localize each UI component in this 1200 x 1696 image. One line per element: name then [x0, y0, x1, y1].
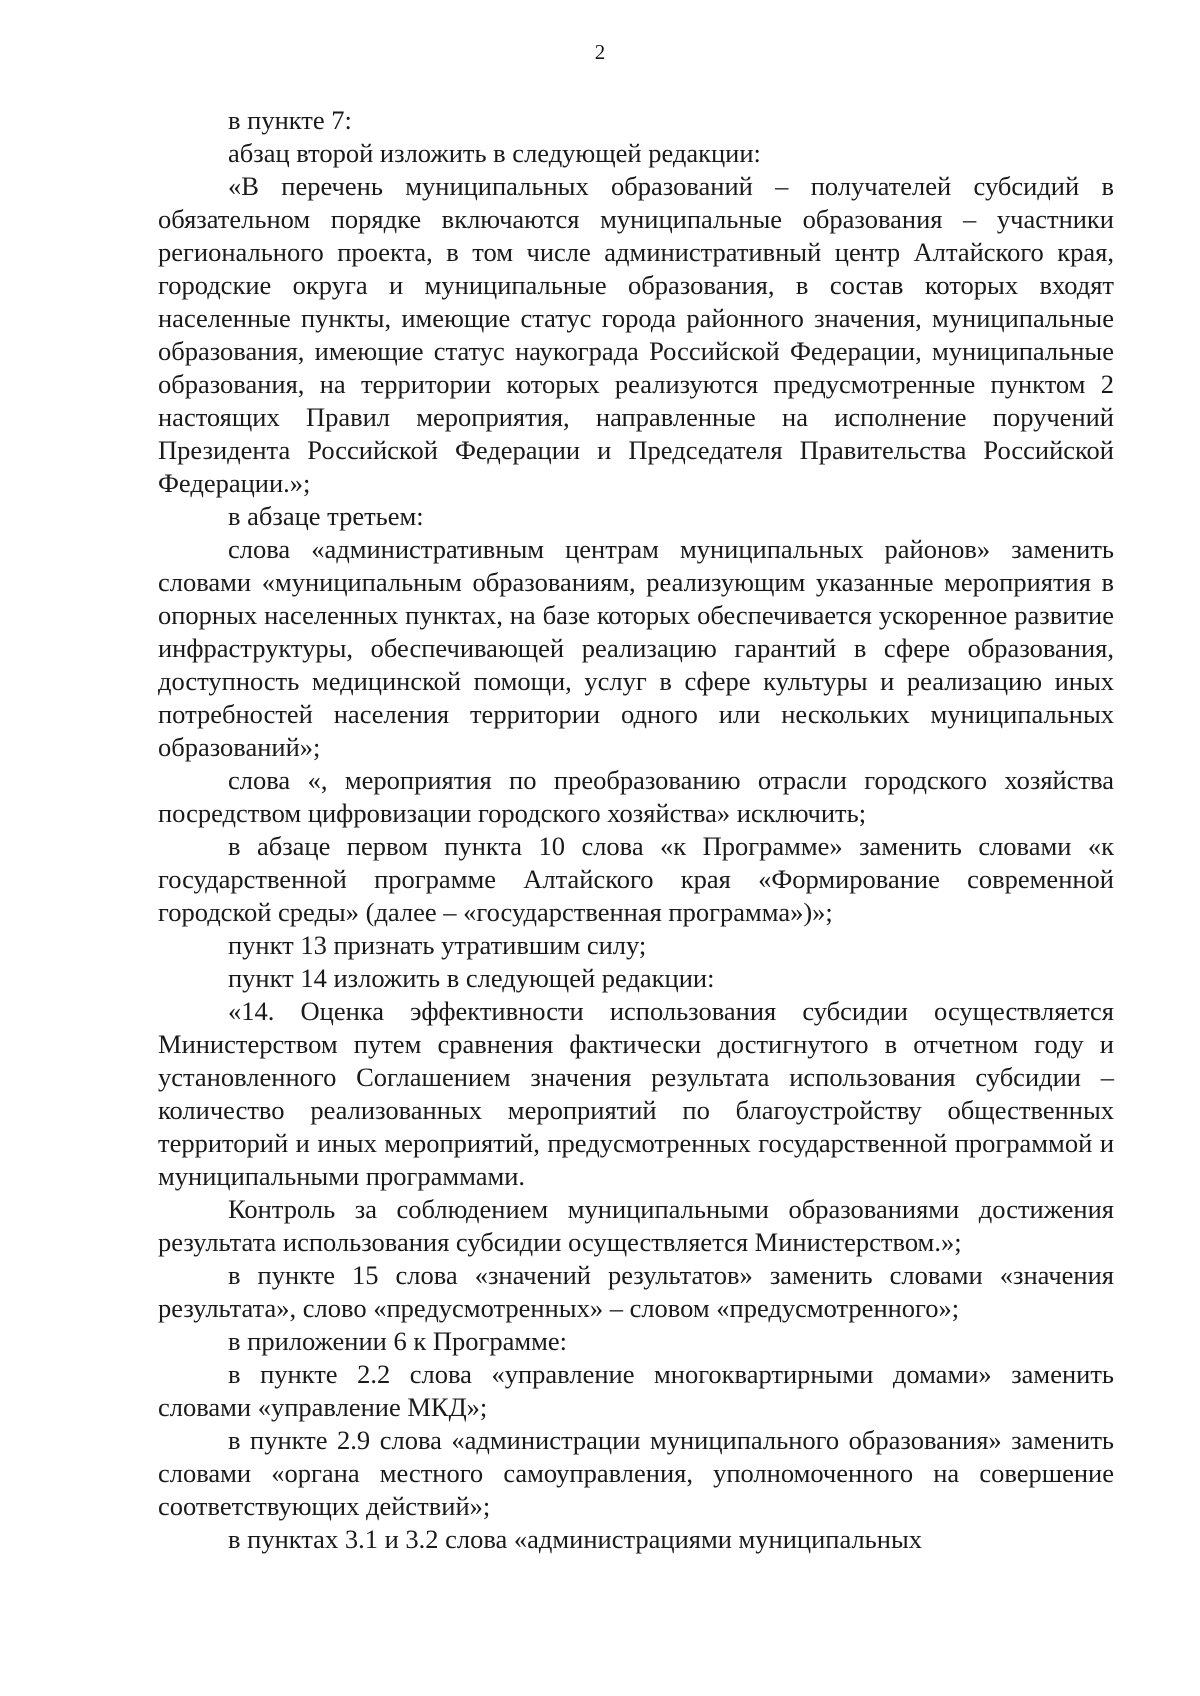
paragraph: в абзаце третьем:: [228, 501, 424, 531]
paragraph: «14. Оценка эффективности использования субсидии осуществляется Министерством путем сравнения фактически достигнутого в отчетном году и установленного Соглашением значения результата использования субсидии – количество реализованных мероприятий по благоустройству общественных территорий и иных мероприятий, предусмотренных государственной программой и муниципальными программами.: [158, 996, 1114, 1191]
paragraph: в пункте 2.2 слова «управление многоквартирными домами» заменить словами «управление МКД»;: [158, 1359, 1114, 1422]
paragraph: «В перечень муниципальных образований – получателей субсидий в обязательном порядке включаются муниципальные образования – участники регионального проекта, в том числе административный центр Алтайского края, городские округа и муниципальные образования, в состав которых входят населенные пункты, имеющие статус города районного значения, муниципальные образования, имеющие статус наукограда Российской Федерации, муниципальные образования, на территории которых реализуются предусмотренные пунктом 2 настоящих Правил мероприятия, направленные на исполнение поручений Президента Российской Федерации и Председателя Правительства Российской Федерации.»;: [158, 171, 1114, 498]
paragraph: пункт 13 признать утратившим силу;: [228, 930, 647, 960]
paragraph: в приложении 6 к Программе:: [228, 1326, 568, 1356]
page-number: 2: [594, 40, 606, 64]
document-body: [158, 104, 1114, 1556]
paragraph: в абзаце первом пункта 10 слова «к Программе» заменить словами «к государственной программе Алтайского края «Формирование современной городской среды» (далее – «государственная программа»)»;: [158, 831, 1114, 927]
paragraph: в пунктах 3.1 и 3.2 слова «администрациями муниципальных: [228, 1524, 922, 1554]
paragraph: в пункте 2.9 слова «администрации муниципального образования» заменить словами «органа местного самоуправления, уполномоченного на совершение соответствующих действий»;: [158, 1425, 1114, 1521]
paragraph: в пункте 7:: [228, 105, 352, 135]
paragraph: слова «, мероприятия по преобразованию отрасли городского хозяйства посредством цифровизации городского хозяйства» исключить;: [158, 765, 1114, 828]
paragraph: Контроль за соблюдением муниципальными образованиями достижения результата использования субсидии осуществляется Министерством.»;: [158, 1194, 1114, 1257]
paragraph: слова «административным центрам муниципальных районов» заменить словами «муниципальным образованиям, реализующим указанные мероприятия в опорных населенных пунктах, на базе которых обеспечивается ускоренное развитие инфраструктуры, обеспечивающей реализацию гарантий в сфере образования, доступность медицинской помощи, услуг в сфере культуры и реализацию иных потребностей населения территории одного или нескольких муниципальных образований»;: [158, 534, 1114, 762]
paragraph: в пункте 15 слова «значений результатов» заменить словами «значения результата», слово «предусмотренных» – словом «предусмотренного»;: [158, 1260, 1114, 1323]
paragraph: пункт 14 изложить в следующей редакции:: [228, 963, 715, 993]
paragraph: абзац второй изложить в следующей редакции:: [228, 138, 761, 168]
